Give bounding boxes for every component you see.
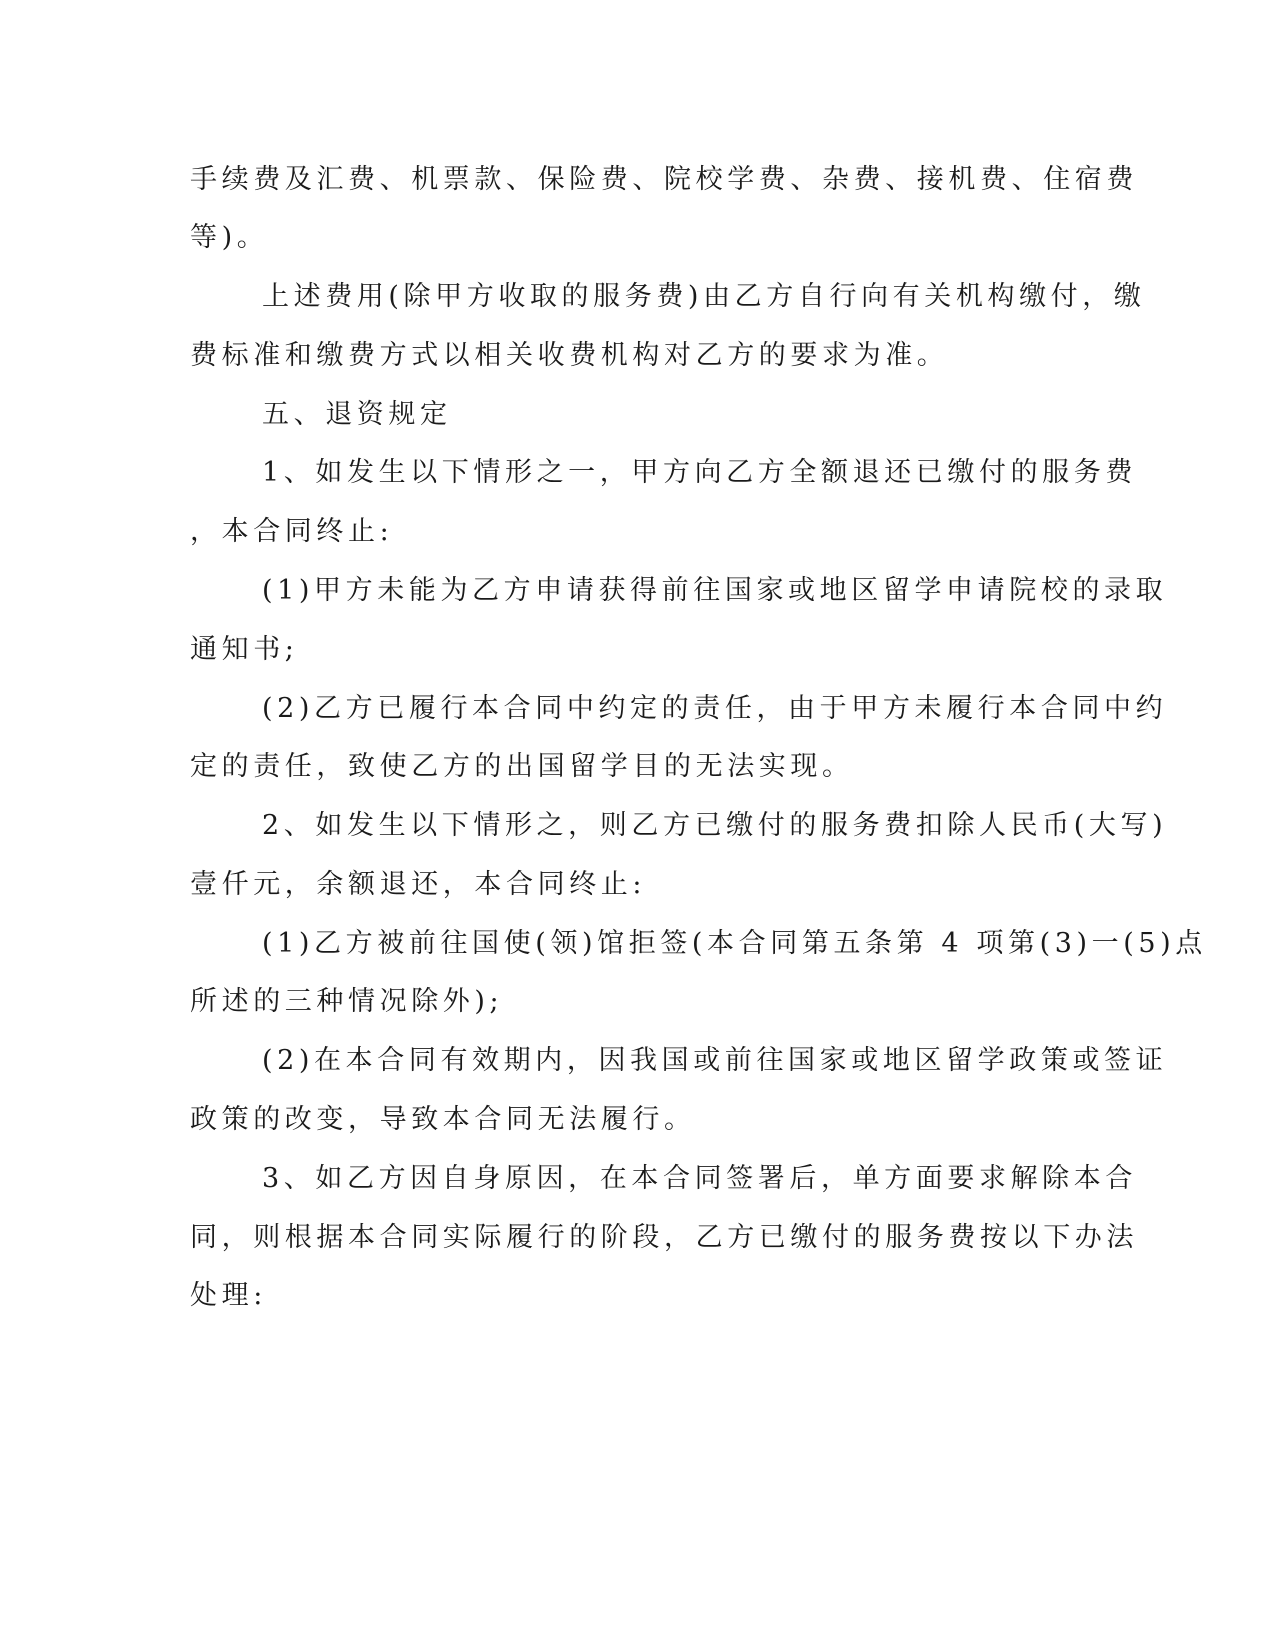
paragraph-start: (2)在本合同有效期内，因我国或前往国家或地区留学政策或签证 — [262, 1045, 1168, 1076]
text-line: 手续费及汇费、机票款、保险费、院校学费、杂费、接机费、住宿费 — [190, 164, 1138, 195]
paragraph-start: (2)乙方已履行本合同中约定的责任，由于甲方未履行本合同中约 — [262, 693, 1168, 724]
text-line: 费标准和缴费方式以相关收费机构对乙方的要求为准。 — [190, 340, 949, 371]
paragraph-start: 1、如发生以下情形之一，甲方向乙方全额退还已缴付的服务费 — [262, 457, 1137, 488]
section-heading: 五、退资规定 — [262, 399, 452, 430]
paragraph-start: 上述费用(除甲方收取的服务费)由乙方自行向有关机构缴付，缴 — [262, 281, 1146, 312]
text-line: 所述的三种情况除外); — [190, 986, 504, 1017]
text-line: 政策的改变，导致本合同无法履行。 — [190, 1104, 696, 1135]
text-line: 定的责任，致使乙方的出国留学目的无法实现。 — [190, 751, 854, 782]
paragraph-start: (1)甲方未能为乙方申请获得前往国家或地区留学申请院校的录取 — [262, 575, 1168, 606]
text-line: 壹仟元，余额退还，本合同终止: — [190, 869, 647, 900]
text-line: 同，则根据本合同实际履行的阶段，乙方已缴付的服务费按以下办法 — [190, 1222, 1138, 1253]
text-line: 通知书; — [190, 634, 299, 665]
text-line: 等)。 — [190, 222, 269, 253]
paragraph-start: 2、如发生以下情形之，则乙方已缴付的服务费扣除人民币(大写) — [262, 810, 1168, 841]
paragraph-start: (1)乙方被前往国使(领)馆拒签(本合同第五条第 4 项第(3)一(5)点 — [262, 928, 1207, 959]
text-line: ，本合同终止: — [190, 516, 394, 547]
paragraph-start: 3、如乙方因自身原因，在本合同签署后，单方面要求解除本合 — [262, 1163, 1137, 1194]
text-line: 处理: — [190, 1280, 267, 1311]
